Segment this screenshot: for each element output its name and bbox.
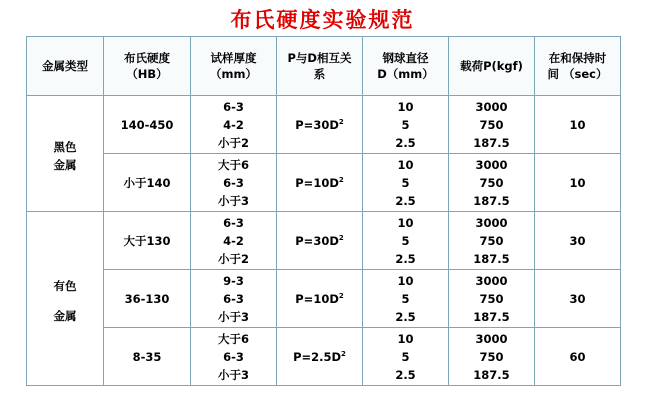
diameter-cell: 10 5 2.5 xyxy=(363,154,449,212)
hb-cell: 小于140 xyxy=(104,154,191,212)
load-cell: 3000 750 187.5 xyxy=(449,154,535,212)
load-cell: 3000 750 187.5 xyxy=(449,270,535,328)
relation-cell: $P=10D^2$ xyxy=(277,154,363,212)
load-cell: 3000 750 187.5 xyxy=(449,96,535,154)
hb-cell: 140-450 xyxy=(104,96,191,154)
thickness-cell: 6-3 4-2 小于2 xyxy=(191,212,277,270)
load-cell: 3000 750 187.5 xyxy=(449,212,535,270)
load-cell: 3000 750 187.5 xyxy=(449,328,535,386)
diameter-cell: 10 5 2.5 xyxy=(363,270,449,328)
diameter-cell: 10 5 2.5 xyxy=(363,96,449,154)
table-row xyxy=(27,96,621,154)
metal-type-cell: 黑色 金属 xyxy=(27,96,104,212)
time-cell: 10 xyxy=(535,154,621,212)
hb-cell: 大于130 xyxy=(104,212,191,270)
relation-cell: $P=30D^2$ xyxy=(277,212,363,270)
table-row xyxy=(27,212,621,270)
header-time: 在和保持时 间 （sec） xyxy=(535,37,621,96)
relation-cell: $P=30D^2$ xyxy=(277,96,363,154)
thickness-cell: 6-3 4-2 小于2 xyxy=(191,96,277,154)
table-row xyxy=(27,270,621,328)
header-metal-type: 金属类型 xyxy=(27,37,104,96)
table-row xyxy=(27,328,621,386)
time-cell: 10 xyxy=(535,96,621,154)
diameter-cell: 10 5 2.5 xyxy=(363,212,449,270)
hb-cell: 8-35 xyxy=(104,328,191,386)
hardness-spec-table xyxy=(26,36,621,386)
thickness-cell: 大于6 6-3 小于3 xyxy=(191,328,277,386)
relation-cell: $P=2.5D^2$ xyxy=(277,328,363,386)
header-row xyxy=(27,37,621,96)
thickness-cell: 9-3 6-3 小于3 xyxy=(191,270,277,328)
diameter-cell: 10 5 2.5 xyxy=(363,328,449,386)
header-hb: 布氏硬度 （HB） xyxy=(104,37,191,96)
relation-cell: $P=10D^2$ xyxy=(277,270,363,328)
header-diameter: 钢球直径 D（mm） xyxy=(363,37,449,96)
header-relation: P与D相互关 系 xyxy=(277,37,363,96)
header-load: 载荷P(kgf) xyxy=(449,37,535,96)
header-thickness: 试样厚度 （mm） xyxy=(191,37,277,96)
thickness-cell: 大于6 6-3 小于3 xyxy=(191,154,277,212)
page-title: 布氏硬度实验规范 xyxy=(230,8,415,32)
metal-type-cell: 有色 金属 xyxy=(27,212,104,386)
hb-cell: 36-130 xyxy=(104,270,191,328)
time-cell: 30 xyxy=(535,270,621,328)
table-row xyxy=(27,154,621,212)
time-cell: 30 xyxy=(535,212,621,270)
time-cell: 60 xyxy=(535,328,621,386)
